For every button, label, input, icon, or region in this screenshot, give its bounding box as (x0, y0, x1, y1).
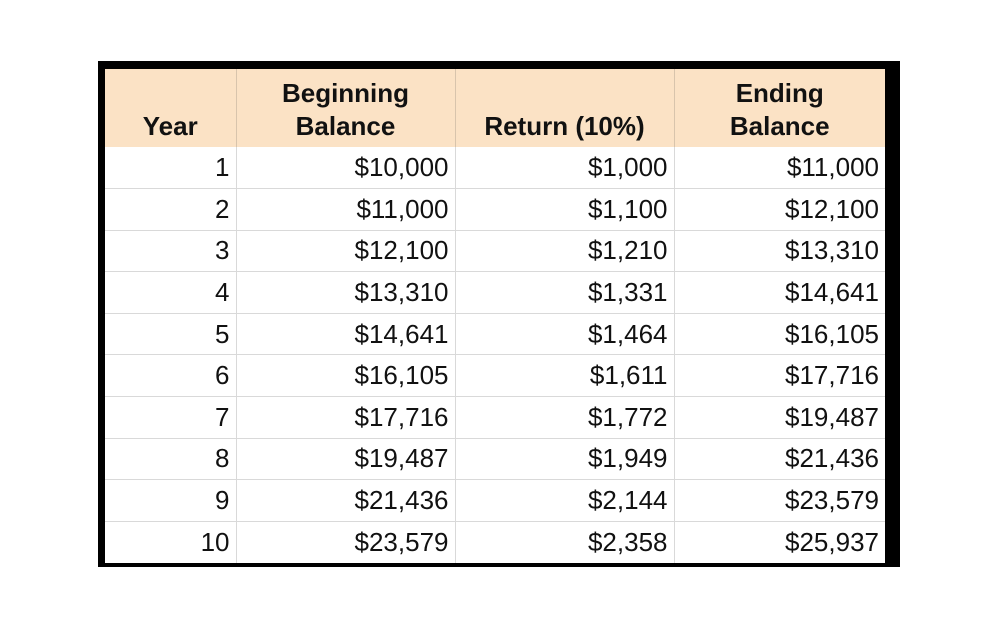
table-body (105, 147, 885, 563)
cell-year: 5 (105, 313, 236, 355)
header-row (105, 69, 885, 147)
cell-ending-balance: $11,000 (674, 147, 885, 189)
cell-return: $1,331 (455, 272, 674, 314)
table-row (105, 189, 885, 231)
cell-year: 1 (105, 147, 236, 189)
header-ending-balance-line2: Balance (729, 111, 830, 141)
cell-return: $1,611 (455, 355, 674, 397)
table-row (105, 438, 885, 480)
header-beginning-balance-line2: Balance (295, 111, 396, 141)
header-year (105, 69, 236, 147)
cell-beginning-balance: $19,487 (236, 438, 455, 480)
cell-return: $2,358 (455, 521, 674, 563)
table-row (105, 272, 885, 314)
cell-return: $1,000 (455, 147, 674, 189)
cell-year: 4 (105, 272, 236, 314)
table-row (105, 521, 885, 563)
cell-beginning-balance: $14,641 (236, 313, 455, 355)
table-row (105, 355, 885, 397)
cell-ending-balance: $17,716 (674, 355, 885, 397)
table-frame (98, 61, 900, 567)
cell-ending-balance: $12,100 (674, 189, 885, 231)
cell-ending-balance: $16,105 (674, 313, 885, 355)
cell-beginning-balance: $12,100 (236, 230, 455, 272)
cell-ending-balance: $13,310 (674, 230, 885, 272)
cell-year: 8 (105, 438, 236, 480)
cell-return: $1,100 (455, 189, 674, 231)
table-row (105, 397, 885, 439)
cell-year: 6 (105, 355, 236, 397)
header-beginning-balance-line1: Beginning (281, 78, 410, 108)
cell-return: $1,464 (455, 313, 674, 355)
cell-year: 10 (105, 521, 236, 563)
cell-year: 7 (105, 397, 236, 439)
cell-year: 9 (105, 480, 236, 522)
cell-ending-balance: $23,579 (674, 480, 885, 522)
header-beginning-balance (236, 69, 455, 147)
cell-beginning-balance: $11,000 (236, 189, 455, 231)
table-row (105, 147, 885, 189)
cell-year: 2 (105, 189, 236, 231)
cell-return: $2,144 (455, 480, 674, 522)
header-year-label: Year (142, 111, 198, 141)
table-row (105, 313, 885, 355)
cell-return: $1,210 (455, 230, 674, 272)
header-return (455, 69, 674, 147)
cell-beginning-balance: $23,579 (236, 521, 455, 563)
balance-table (105, 69, 885, 563)
cell-beginning-balance: $13,310 (236, 272, 455, 314)
table-row (105, 230, 885, 272)
cell-ending-balance: $25,937 (785, 526, 879, 557)
header-return-label: Return (10%) (484, 111, 645, 141)
cell-year: 3 (105, 230, 236, 272)
cell-beginning-balance: $17,716 (236, 397, 455, 439)
cell-return: $1,772 (455, 397, 674, 439)
header-ending-balance (674, 69, 885, 147)
cell-beginning-balance: $21,436 (236, 480, 455, 522)
cell-ending-balance: $21,436 (674, 438, 885, 480)
table-row (105, 480, 885, 522)
cell-beginning-balance: $10,000 (236, 147, 455, 189)
cell-ending-balance: $19,487 (674, 397, 885, 439)
cell-ending-balance: $14,641 (674, 272, 885, 314)
header-ending-balance-line1: Ending (735, 78, 824, 108)
cell-beginning-balance: $16,105 (236, 355, 455, 397)
cell-return: $1,949 (455, 438, 674, 480)
